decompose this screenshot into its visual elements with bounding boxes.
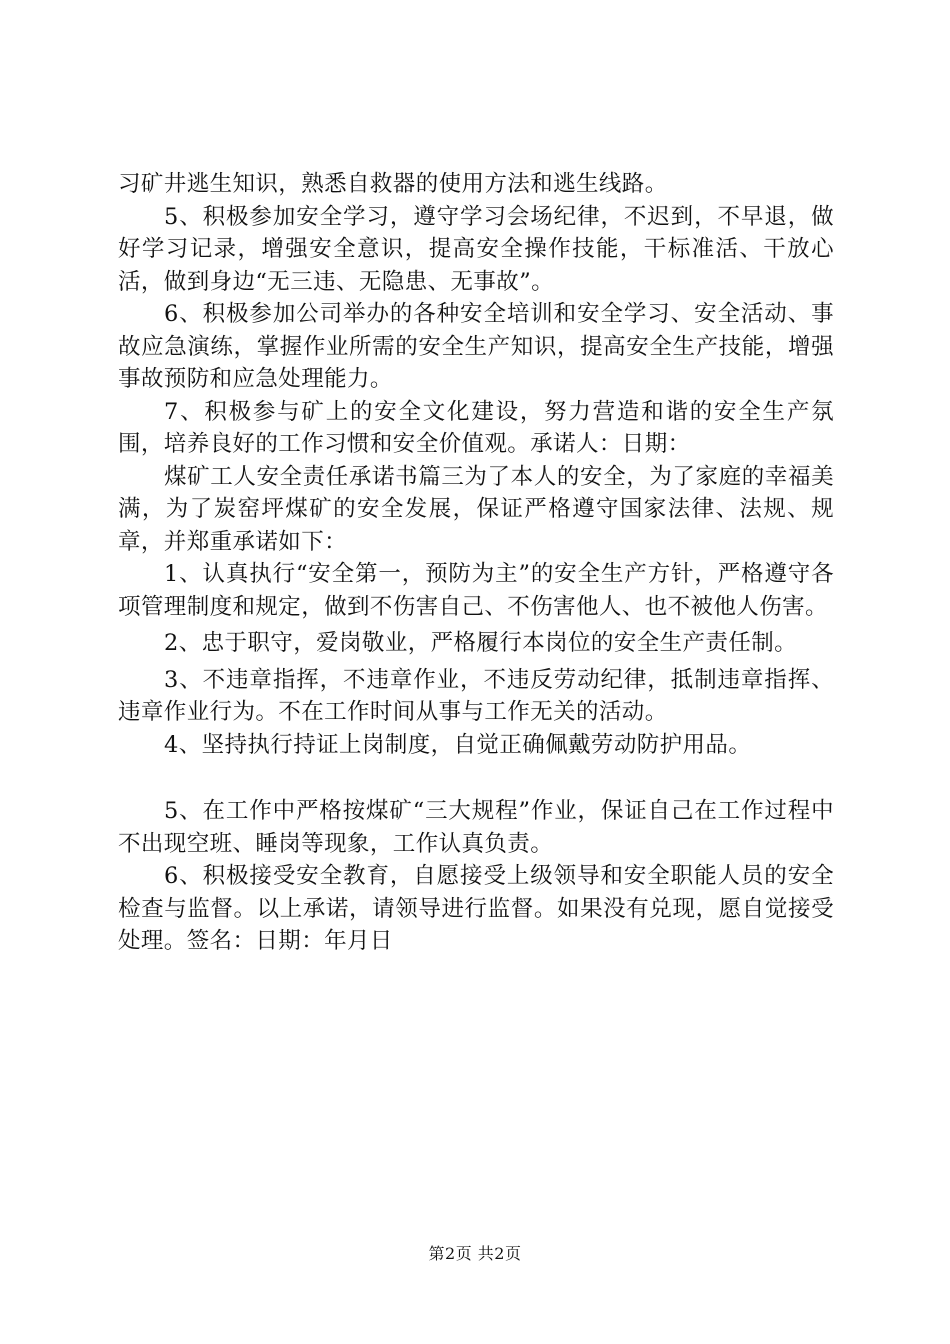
paragraph-item-5: 5、积极参加安全学习，遵守学习会场纪律，不迟到，不早退，做好学习记录，增强安全意识，提高安全操作技能，干标准活、干放心活，做到身边“无三违、无隐患、无事故”。: [118, 203, 834, 295]
paragraph-pledge-4: 4、坚持执行持证上岗制度，自觉正确佩戴劳动防护用品。: [164, 731, 752, 758]
paragraph-pledge-5: 5、在工作中严格按煤矿“三大规程”作业，保证自己在工作过程中不出现空班、睡岗等现象，工作认真负责。: [118, 798, 834, 857]
paragraph-continuation: 习矿井逃生知识，熟悉自救器的使用方法和逃生线路。: [118, 171, 668, 197]
paragraph-pledge-6: 6、积极接受安全教育，自愿接受上级领导和安全职能人员的安全检查与监督。以上承诺，请领导进行监督。如果没有兑现，愿自觉接受处理。签名：日期：年月日: [118, 863, 834, 954]
paragraph-pledge-3: 3、不违章指挥，不违章作业，不违反劳动纪律，抵制违章指挥、违章作业行为。不在工作时间从事与工作无关的活动。: [118, 666, 834, 725]
paragraph-pledge-2: 2、忠于职守，爱岗敬业，严格履行本岗位的安全生产责任制。: [164, 630, 798, 656]
paragraph-item-7: 7、积极参与矿上的安全文化建设，努力营造和谐的安全生产氛围，培养良好的工作习惯和安全价值观。承诺人：日期：: [118, 398, 834, 457]
paragraph-pledge-1: 1、认真执行“安全第一，预防为主”的安全生产方针，严格遵守各项管理制度和规定，做到不伤害自己、不伤害他人、也不被他人伤害。: [118, 561, 834, 620]
paragraph-item-6: 6、积极参加公司举办的各种安全培训和安全学习、安全活动、事故应急演练，掌握作业所需的安全生产知识，提高安全生产技能，增强事故预防和应急处理能力。: [118, 301, 834, 392]
document-body: [118, 168, 834, 958]
page-number-footer: 第2页 共2页: [428, 1244, 522, 1263]
paragraph-section-three-intro: 煤矿工人安全责任承诺书篇三为了本人的安全，为了家庭的幸福美满，为了炭窑坪煤矿的安全发展，保证严格遵守国家法律、法规、规章，并郑重承诺如下：: [118, 463, 834, 555]
